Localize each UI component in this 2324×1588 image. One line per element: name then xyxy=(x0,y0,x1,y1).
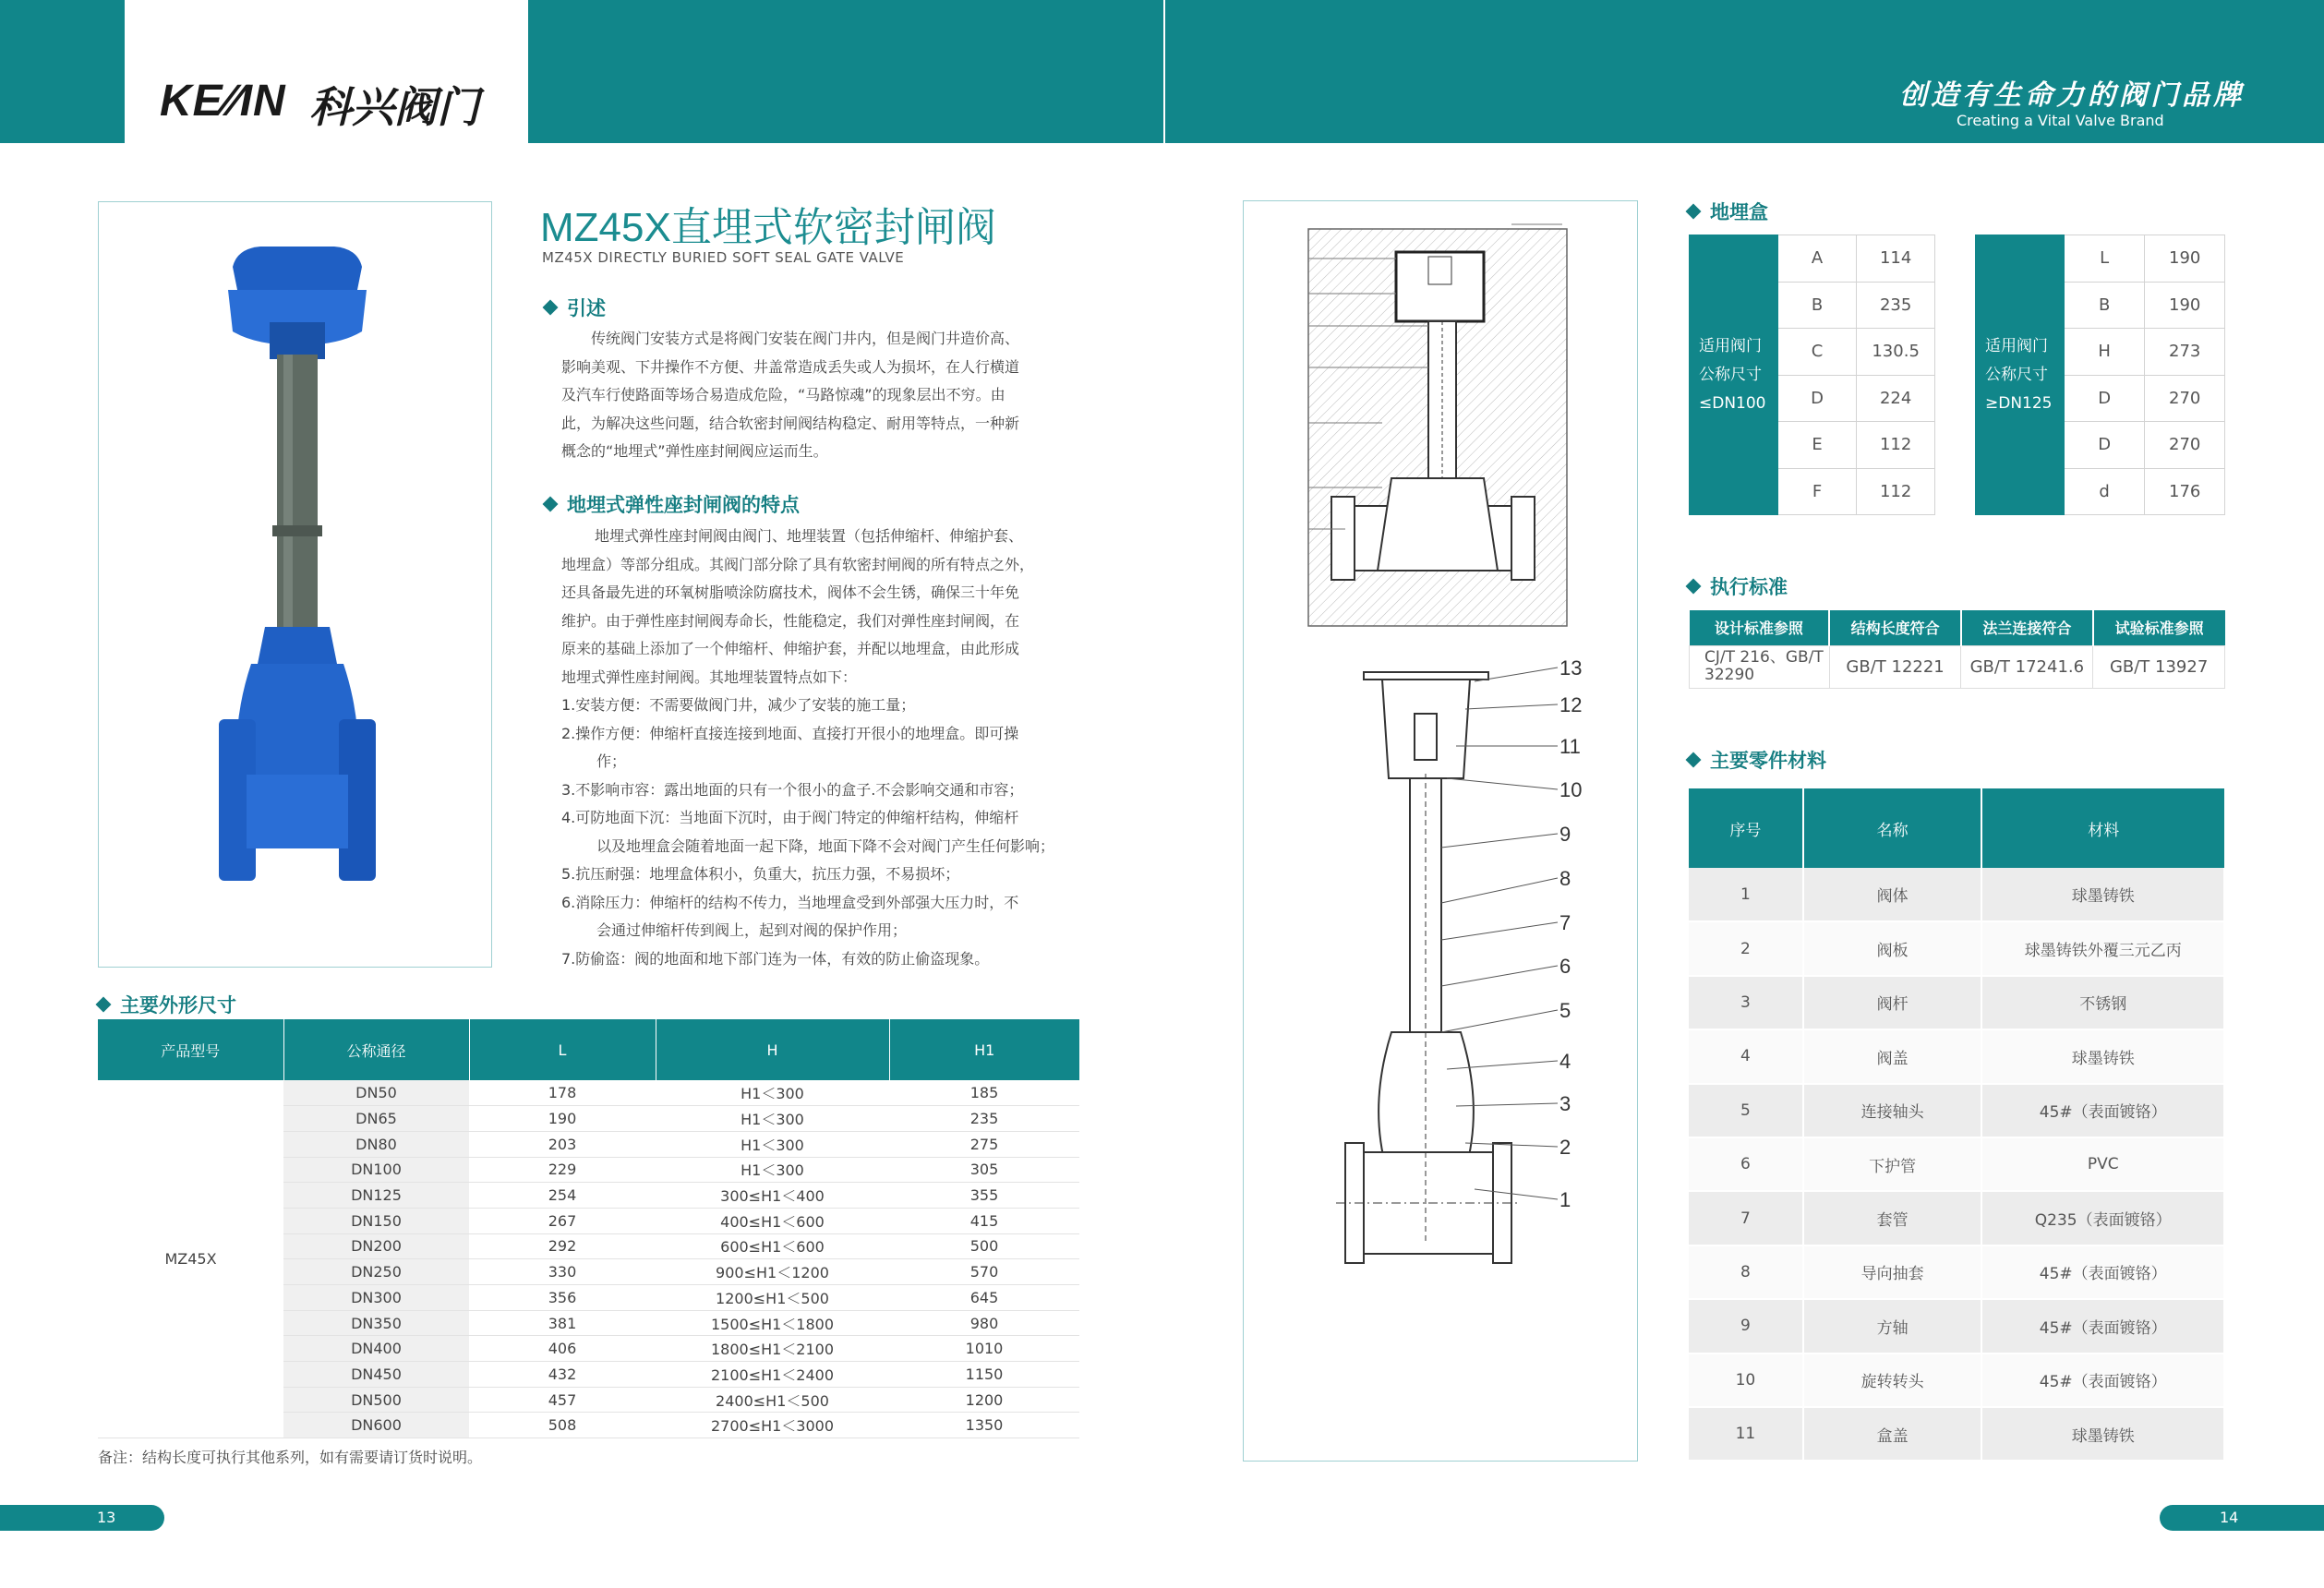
logo-area xyxy=(125,0,528,143)
table-cell: E xyxy=(1777,422,1856,469)
table-cell: 1350 xyxy=(889,1413,1079,1438)
product-photo-frame xyxy=(98,201,492,968)
table-cell: 2100≤H1＜2400 xyxy=(656,1362,889,1388)
table-cell: 7 xyxy=(1689,1191,1803,1245)
table-cell: CJ/T 216、GB/T 32290 xyxy=(1690,645,1830,688)
table-row xyxy=(1689,1191,2224,1245)
table-cell: 415 xyxy=(889,1208,1079,1233)
table-row xyxy=(1689,1137,2224,1191)
table-cell: 330 xyxy=(469,1259,656,1285)
table-cell: 球墨铸铁 xyxy=(1981,1029,2224,1083)
box-label xyxy=(1976,235,2065,515)
table-cell: 355 xyxy=(889,1183,1079,1209)
std-heading: 执行标准 xyxy=(1688,572,1788,600)
table-note: 备注：结构长度可执行其他系列，如有需要请订货时说明。 xyxy=(98,1449,483,1466)
table-cell: 406 xyxy=(469,1336,656,1362)
materials-table xyxy=(1689,788,2225,1462)
logo: KE⁄⁄IN xyxy=(160,77,286,126)
table-cell: 套管 xyxy=(1803,1191,1982,1245)
table-header: 结构长度符合 xyxy=(1829,610,1961,645)
table-cell: 阀杆 xyxy=(1803,976,1982,1029)
diamond-icon xyxy=(543,300,559,316)
table-cell: 1 xyxy=(1689,868,1803,921)
table-cell: 45#（表面镀铬） xyxy=(1981,1084,2224,1137)
table-cell: 190 xyxy=(2145,282,2225,329)
table-cell: DN200 xyxy=(283,1233,469,1259)
table-cell: DN50 xyxy=(283,1080,469,1106)
table-header: 产品型号 xyxy=(98,1019,283,1080)
table-cell: 45#（表面镀铬） xyxy=(1981,1299,2224,1353)
table-cell: L xyxy=(2064,235,2144,283)
box-label-line: ≤DN100 xyxy=(1699,393,1766,413)
table-cell: DN500 xyxy=(283,1387,469,1413)
list-item: 2.操作方便：伸缩杆直接连接到地面、直接打开很小的地埋盒。即可操 xyxy=(561,724,1019,742)
table-cell: 球墨铸铁 xyxy=(1981,1407,2224,1461)
table-cell: Q235（表面镀铬） xyxy=(1981,1191,2224,1245)
table-cell: 457 xyxy=(469,1387,656,1413)
callout-label: 11 xyxy=(1559,735,1581,758)
table-cell: 114 xyxy=(1857,235,1935,283)
table-row xyxy=(1689,868,2224,921)
table-cell: DN300 xyxy=(283,1285,469,1311)
table-cell: 600≤H1＜600 xyxy=(656,1233,889,1259)
table-cell: A xyxy=(1777,235,1856,283)
table-cell: GB/T 17241.6 xyxy=(1961,645,2093,688)
table-cell: 不锈钢 xyxy=(1981,976,2224,1029)
table-cell: 6 xyxy=(1689,1137,1803,1191)
table-cell: 270 xyxy=(2145,375,2225,422)
table-header: 设计标准参照 xyxy=(1690,610,1830,645)
table-cell: 旋转转头 xyxy=(1803,1353,1982,1407)
table-cell: 2700≤H1＜3000 xyxy=(656,1413,889,1438)
diamond-icon xyxy=(543,497,559,512)
box-label-line: 适用阀门 xyxy=(1985,336,2048,355)
technical-drawing-frame xyxy=(1243,200,1638,1462)
table-cell: H1＜300 xyxy=(656,1157,889,1183)
table-row xyxy=(1689,1353,2224,1407)
table-cell: 645 xyxy=(889,1285,1079,1311)
diamond-icon xyxy=(1686,204,1702,220)
callout-label: 2 xyxy=(1559,1136,1571,1159)
table-row xyxy=(1689,976,2224,1029)
table-cell: H1＜300 xyxy=(656,1106,889,1132)
table-cell: 356 xyxy=(469,1285,656,1311)
table-cell: C xyxy=(1777,329,1856,376)
table-row xyxy=(98,1080,1079,1106)
box-label-line: 适用阀门 xyxy=(1699,336,1762,355)
table-header: H1 xyxy=(889,1019,1079,1080)
diamond-icon xyxy=(96,997,112,1013)
table-cell: 273 xyxy=(2145,329,2225,376)
table-cell: GB/T 13927 xyxy=(2093,645,2225,688)
page-title: MZ45X直埋式软密封闸阀 xyxy=(540,205,996,250)
box-table-large xyxy=(1975,235,2225,515)
table-header: 材料 xyxy=(1981,788,2224,868)
diamond-icon xyxy=(1686,579,1702,595)
table-cell: 球墨铸铁外覆三元乙丙 xyxy=(1981,921,2224,975)
list-item: 1.安装方便：不需要做阀门井，减少了安装的施工量； xyxy=(561,696,916,714)
box-label-line: 公称尺寸 xyxy=(1699,365,1762,384)
table-cell: 下护管 xyxy=(1803,1137,1982,1191)
table-cell: B xyxy=(2064,282,2144,329)
table-cell: 305 xyxy=(889,1157,1079,1183)
table-cell: 1150 xyxy=(889,1362,1079,1388)
table-cell: 500 xyxy=(889,1233,1079,1259)
table-cell: 1200 xyxy=(889,1387,1079,1413)
table-cell: 112 xyxy=(1857,468,1935,515)
table-cell: DN150 xyxy=(283,1208,469,1233)
box-label xyxy=(1690,235,1778,515)
box-heading: 地埋盒 xyxy=(1688,198,1768,225)
table-cell: DN400 xyxy=(283,1336,469,1362)
table-cell: 方轴 xyxy=(1803,1299,1982,1353)
box-label-line: 公称尺寸 xyxy=(1985,365,2048,384)
dim-heading: 主要外形尺寸 xyxy=(98,991,236,1018)
table-row xyxy=(1689,1029,2224,1083)
table-cell: 176 xyxy=(2145,468,2225,515)
table-cell: DN125 xyxy=(283,1183,469,1209)
table-cell: 2 xyxy=(1689,921,1803,975)
table-cell: D xyxy=(1777,375,1856,422)
intro-heading: 引述 xyxy=(545,294,606,321)
list-item: 6.消除压力：伸缩杆的结构不传力，当地埋盒受到外部强大压力时，不 xyxy=(561,893,1019,911)
box-table-small xyxy=(1689,235,1935,515)
callout-label: 6 xyxy=(1559,955,1571,978)
table-cell: 阀盖 xyxy=(1803,1029,1982,1083)
table-cell: 1500≤H1＜1800 xyxy=(656,1310,889,1336)
table-cell: 1200≤H1＜500 xyxy=(656,1285,889,1311)
callout-label: 5 xyxy=(1559,999,1571,1022)
list-item: 作； xyxy=(596,752,627,770)
table-cell: PVC xyxy=(1981,1137,2224,1191)
table-cell: H1＜300 xyxy=(656,1131,889,1157)
table-header: 公称通径 xyxy=(283,1019,469,1080)
table-cell: DN100 xyxy=(283,1157,469,1183)
table-cell: 300≤H1＜400 xyxy=(656,1183,889,1209)
table-row xyxy=(1689,1084,2224,1137)
table-cell: DN450 xyxy=(283,1362,469,1388)
table-row xyxy=(1690,235,1935,283)
page-number-left: 13 xyxy=(0,1505,164,1531)
table-cell: 连接轴头 xyxy=(1803,1084,1982,1137)
table-cell: 1800≤H1＜2100 xyxy=(656,1336,889,1362)
dimension-table xyxy=(98,1019,1079,1438)
table-cell: D xyxy=(2064,375,2144,422)
table-cell: 400≤H1＜600 xyxy=(656,1208,889,1233)
table-cell: 508 xyxy=(469,1413,656,1438)
table-row xyxy=(1689,921,2224,975)
callout-label: 10 xyxy=(1559,778,1583,801)
intro-text: 传统阀门安装方式是将阀门安装在阀门井内，但是阀门井造价高、 影响美观、下井操作不方便、井盖常造成丢失或人为损坏，在人行横道 及汽车行使路面等场合易造成危险，“马路惊魂”的现象层出不穷。由 此，为解决这些问题，结合软密封闸阀结构稳定、耐用等特点，一种新 概念的“地埋式”弹性座封闸阀应运而生。 xyxy=(561,330,1020,460)
table-cell: DN350 xyxy=(283,1310,469,1336)
table-cell: 270 xyxy=(2145,422,2225,469)
table-cell: 224 xyxy=(1857,375,1935,422)
table-header: H xyxy=(656,1019,889,1080)
box-label-line: ≥DN125 xyxy=(1985,393,2053,413)
callout-label: 4 xyxy=(1559,1050,1571,1073)
valve-photo xyxy=(99,202,493,968)
callout-label: 1 xyxy=(1559,1188,1571,1211)
callout-label: 8 xyxy=(1559,867,1571,890)
table-cell: 254 xyxy=(469,1183,656,1209)
model-cell: MZ45X xyxy=(98,1080,283,1438)
table-cell: 8 xyxy=(1689,1245,1803,1299)
table-cell: 4 xyxy=(1689,1029,1803,1083)
table-header: 试验标准参照 xyxy=(2093,610,2225,645)
list-item: 4.可防地面下沉：当地面下沉时，由于阀门特定的伸缩杆结构，伸缩杆 xyxy=(561,809,1019,826)
table-cell: H xyxy=(2064,329,2144,376)
list-item: 5.抗压耐强：地埋盒体积小，负重大，抗压力强，不易损坏； xyxy=(561,865,960,883)
table-cell: 10 xyxy=(1689,1353,1803,1407)
table-cell: GB/T 12221 xyxy=(1829,645,1961,688)
table-header: 序号 xyxy=(1689,788,1803,868)
callout-label: 7 xyxy=(1559,911,1571,934)
table-cell: 130.5 xyxy=(1857,329,1935,376)
feature-text: 地埋式弹性座封闸阀由阀门、地埋装置（包括伸缩杆、伸缩护套、 地埋盒）等部分组成。其阀门部分除了具有软密封闸阀的所有特点之外， 还具备最先进的环氧树脂喷涂防腐技术，阀体不会生锈，确保三十年免 维护。由于弹性座封闸阀寿命长，性能稳定，我们对弹性座封闸阀，在 原来的基础上添加了一个伸缩杆、伸缩护套，并配以地埋盒，由此形成 地埋式弹性座封闸阀。其地埋装置特点如下： xyxy=(561,527,1035,686)
table-cell: 229 xyxy=(469,1157,656,1183)
slogan-en: Creating a Vital Valve Brand xyxy=(1957,112,2164,129)
table-cell: 980 xyxy=(889,1310,1079,1336)
header-band-mid xyxy=(528,0,1163,143)
callout-label: 13 xyxy=(1559,656,1583,680)
table-cell: D xyxy=(2064,422,2144,469)
slogan-cn: 创造有生命力的阀门品牌 xyxy=(1899,79,2245,112)
table-row xyxy=(1689,1407,2224,1461)
list-item: 以及地埋盒会随着地面一起下降，地面下降不会对阀门产生任何影响； xyxy=(596,836,1055,855)
table-row xyxy=(1689,1299,2224,1353)
page-subtitle: MZ45X DIRECTLY BURIED SOFT SEAL GATE VALVE xyxy=(542,249,905,266)
table-cell: DN80 xyxy=(283,1131,469,1157)
list-item: 7.防偷盗：阀的地面和地下部门连为一体，有效的防止偷盗现象。 xyxy=(561,949,990,968)
technical-drawing xyxy=(1244,201,1639,1462)
table-cell: 185 xyxy=(889,1080,1079,1106)
table-header: L xyxy=(469,1019,656,1080)
table-cell: 381 xyxy=(469,1310,656,1336)
standards-table xyxy=(1689,610,2225,689)
table-cell: 900≤H1＜1200 xyxy=(656,1259,889,1285)
table-cell: 203 xyxy=(469,1131,656,1157)
list-item: 3.不影响市容：露出地面的只有一个很小的盒子.不会影响交通和市容； xyxy=(561,780,1024,799)
table-header: 法兰连接符合 xyxy=(1961,610,2093,645)
table-cell: DN600 xyxy=(283,1413,469,1438)
feature-heading: 地埋式弹性座封闸阀的特点 xyxy=(545,490,800,518)
table-cell: 292 xyxy=(469,1233,656,1259)
table-cell: 267 xyxy=(469,1208,656,1233)
table-cell: 阀体 xyxy=(1803,868,1982,921)
table-row xyxy=(1976,235,2225,283)
table-cell: 235 xyxy=(889,1106,1079,1132)
table-cell: 235 xyxy=(1857,282,1935,329)
table-cell: 5 xyxy=(1689,1084,1803,1137)
table-cell: 11 xyxy=(1689,1407,1803,1461)
table-cell: 阀板 xyxy=(1803,921,1982,975)
table-cell: 45#（表面镀铬） xyxy=(1981,1245,2224,1299)
table-cell: 112 xyxy=(1857,422,1935,469)
table-header: 名称 xyxy=(1803,788,1982,868)
mat-heading: 主要零件材料 xyxy=(1688,746,1826,774)
table-cell: 570 xyxy=(889,1259,1079,1285)
table-row xyxy=(1689,1245,2224,1299)
table-cell: 3 xyxy=(1689,976,1803,1029)
table-cell: 1010 xyxy=(889,1336,1079,1362)
table-cell: 432 xyxy=(469,1362,656,1388)
table-cell: 导向抽套 xyxy=(1803,1245,1982,1299)
header-band-left xyxy=(0,0,125,143)
table-cell: B xyxy=(1777,282,1856,329)
table-cell: 9 xyxy=(1689,1299,1803,1353)
feature-list xyxy=(561,692,1088,973)
table-cell: 2400≤H1＜500 xyxy=(656,1387,889,1413)
logo-cn: 科兴阀门 xyxy=(309,82,479,132)
table-cell: 球墨铸铁 xyxy=(1981,868,2224,921)
table-cell: 190 xyxy=(469,1106,656,1132)
callout-label: 9 xyxy=(1559,823,1571,846)
page-number-right: 14 xyxy=(2160,1505,2324,1531)
table-cell: 45#（表面镀铬） xyxy=(1981,1353,2224,1407)
table-cell: DN65 xyxy=(283,1106,469,1132)
header-band-right xyxy=(1165,0,2324,143)
table-cell: 盒盖 xyxy=(1803,1407,1982,1461)
table-cell: d xyxy=(2064,468,2144,515)
table-cell: 190 xyxy=(2145,235,2225,283)
table-cell: F xyxy=(1777,468,1856,515)
table-cell: H1＜300 xyxy=(656,1080,889,1106)
table-cell: DN250 xyxy=(283,1259,469,1285)
diamond-icon xyxy=(1686,752,1702,768)
table-cell: 178 xyxy=(469,1080,656,1106)
table-cell: 275 xyxy=(889,1131,1079,1157)
callout-label: 12 xyxy=(1559,693,1583,716)
list-item: 会通过伸缩杆传到阀上，起到对阀的保护作用； xyxy=(596,921,908,939)
callout-label: 3 xyxy=(1559,1092,1571,1115)
